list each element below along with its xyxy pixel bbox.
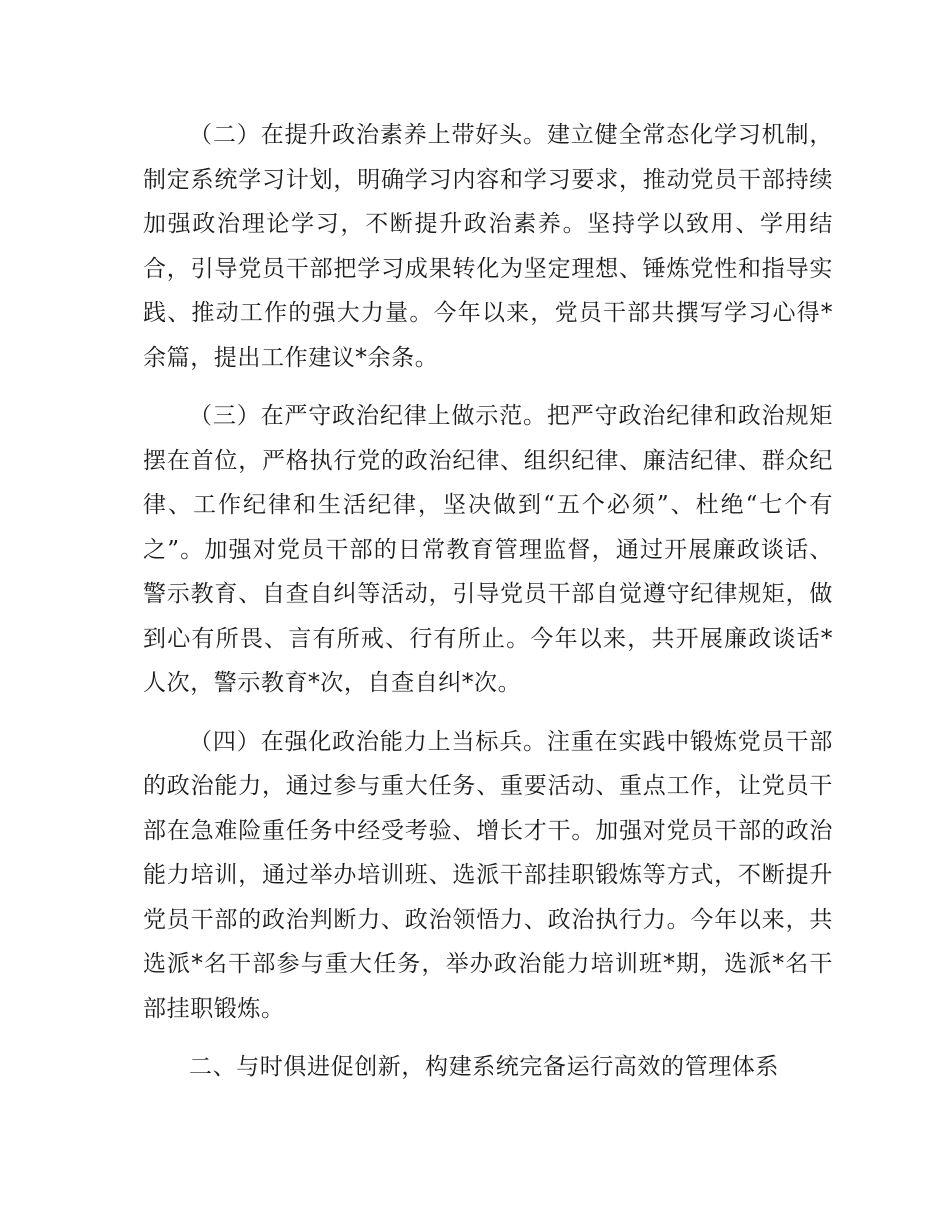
document-body — [143, 113, 833, 1104]
paragraph-political-ability: （四）在强化政治能力上当标兵。注重在实践中锻炼党员干部的政治能力，通过参与重大任务、重要活动、重点工作，让党员干部在急难险重任务中经受考验、增长才干。加强对党员干部的政治能力培训，通过举办培训班、选派干部挂职锻炼等方式，不断提升党员干部的政治判断力、政治领悟力、政治执行力。今年以来，共选派*名干部参与重大任务，举办政治能力培训班*期，选派*名干部挂职锻炼。 — [143, 728, 833, 1022]
paragraph-political-literacy: （二）在提升政治素养上带好头。建立健全常态化学习机制，制定系统学习计划，明确学习内容和学习要求，推动党员干部持续加强政治理论学习，不断提升政治素养。坚持学以致用、学用结合，引导党员干部把学习成果转化为坚定理想、锤炼党性和指导实践、推动工作的强大力量。今年以来，党员干部共撰写学习心得*余篇，提出工作建议*余条。 — [143, 122, 833, 371]
paragraph-political-discipline: （三）在严守政治纪律上做示范。把严守政治纪律和政治规矩摆在首位，严格执行党的政治纪律、组织纪律、廉洁纪律、群众纪律、工作纪律和生活纪律，坚决做到“五个必须”、杜绝“七个有之”。加强对党员干部的日常教育管理监督，通过开展廉政谈话、警示教育、自查自纠等活动，引导党员干部自觉遵守纪律规矩，做到心有所畏、言有所戒、行有所止。今年以来，共开展廉政谈话*人次，警示教育*次，自查自纠*次。 — [143, 403, 833, 696]
section-heading-management-system: 二、与时俱进促创新，构建系统完备运行高效的管理体系 — [189, 1054, 779, 1080]
